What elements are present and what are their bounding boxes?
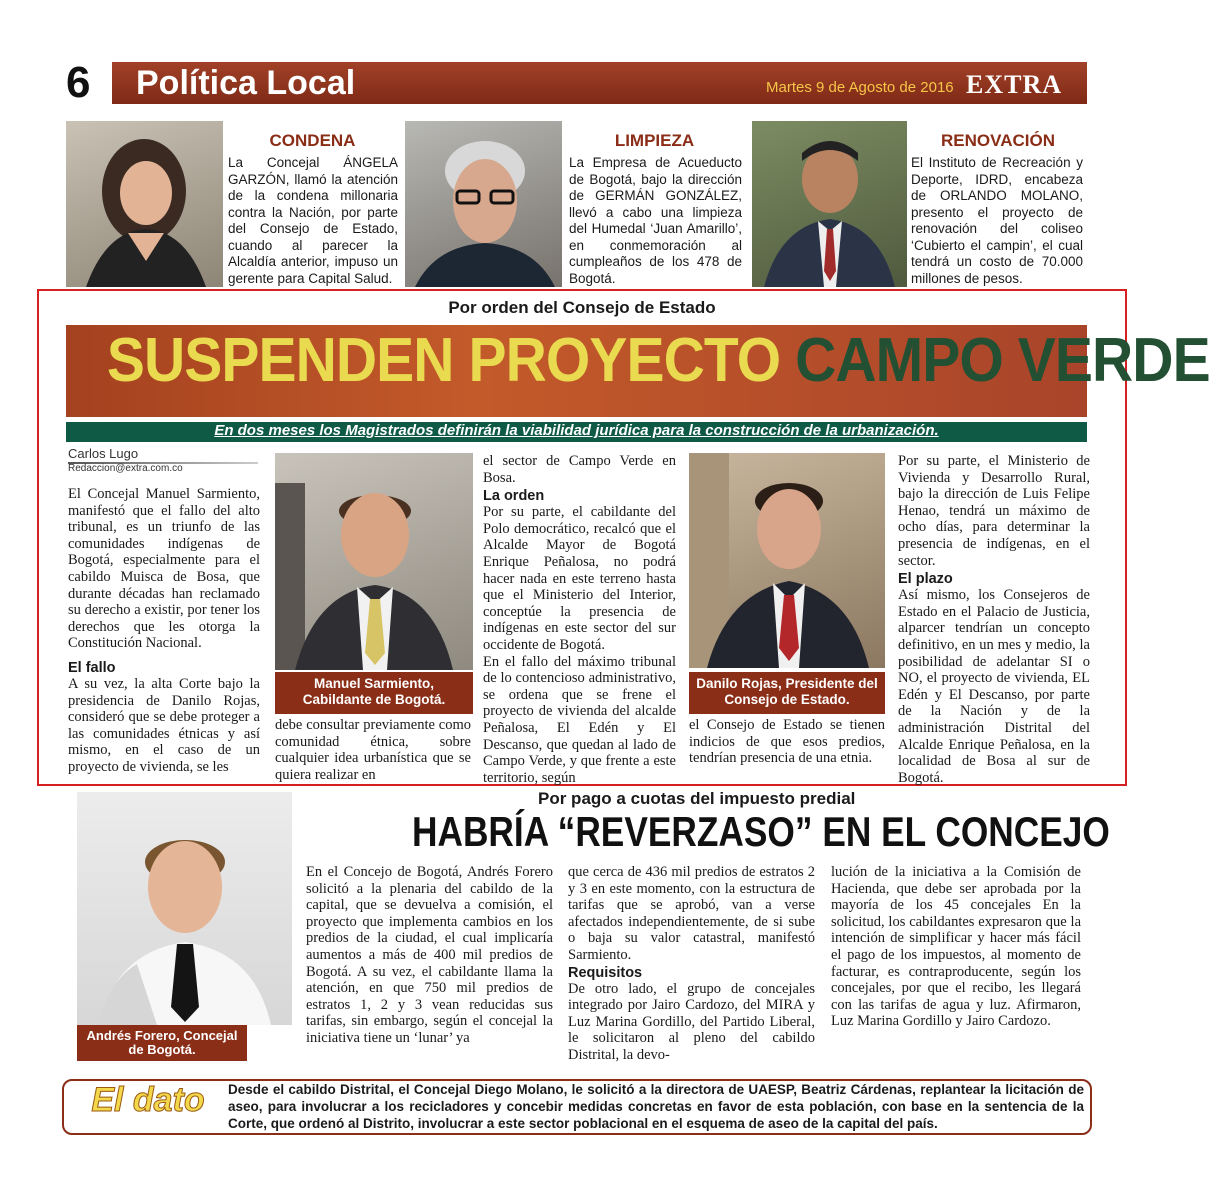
main-story-column-4	[689, 717, 885, 767]
main-story-column-3	[483, 453, 676, 786]
paragraph: De otro lado, el grupo de concejales integrado por Jairo Cardozo, del MIRA y Luz Marina Gordillo, del Partido Liberal, le solicitaron al pleno del cabildo Distrital, la devo-	[568, 980, 815, 1063]
paper-logo: EXTRA	[966, 70, 1063, 99]
section-subtitle: El fallo	[68, 659, 116, 676]
second-story-kicker: Por pago a cuotas del impuesto predial	[538, 789, 856, 808]
photo-caption-forero: Andrés Forero, Concejal de Bogotá.	[77, 1025, 247, 1061]
section-subtitle: La orden	[483, 488, 545, 505]
second-story-headline: HABRÍA “REVERZASO” EN EL CONCEJO	[412, 808, 1110, 855]
photo-caption-rojas: Danilo Rojas, Presidente del Consejo de Estado.	[689, 672, 885, 714]
photo-manuel-sarmiento	[275, 453, 473, 670]
photo-andres-forero	[77, 792, 292, 1025]
paragraph: Por su parte, el cabildante del Polo democrático, recalcó que el Alcalde Mayor de Bogotá Enrique Peñalosa, no podrá hacer nada en este terreno hasta que el Ministerio del Interior, conceptúe la presencia de indígenas en este sector del sur occidente de Bogotá.	[483, 504, 676, 653]
el-dato-label: El dato	[91, 1081, 205, 1119]
author-email: Redaccion@extra.com.co	[68, 463, 183, 474]
photo-orlando-molano	[752, 121, 907, 287]
photo-german-gonzalez	[405, 121, 562, 287]
brief-text-condena: La Concejal ÁNGELA GARZÓN, llamó la atención de la condena millonaria contra la Nación, por parte del Consejo de Estado, cuando al parecer la Alcaldía anterior, impuso un gerente para Capital Salud.	[228, 155, 398, 286]
paragraph: A su vez, la alta Corte bajo la presidencia de Danilo Rojas, consideró que se debe proteger a las comunidades étnicas y así mismo, en el caso de un proyecto de vivienda, se les	[68, 675, 260, 775]
section-title: Política Local	[136, 64, 356, 102]
brief-text-limpieza: La Empresa de Acueducto de Bogotá, bajo la dirección de GERMÁN GONZÁLEZ, llevó a cabo una limpieza del Humedal ‘Juan Amarillo’, en conmemoración al cumpleaños de los 478 de Bogotá.	[569, 155, 742, 286]
paragraph: En el fallo del máximo tribunal de lo contencioso administrativo, se ordena que se frene el proyecto de vivienda del alcalde Peñalosa, El Edén y El Descanso, que quedan al lado de Campo Verde, y que frente a este territorio, según	[483, 653, 676, 786]
section-subtitle: Requisitos	[568, 964, 643, 981]
author-name: Carlos Lugo	[68, 446, 139, 461]
page-number: 6	[66, 58, 91, 107]
headline-part-1: SUSPENDEN PROYECTO	[106, 326, 781, 395]
issue-date: Martes 9 de Agosto de 2016	[766, 79, 954, 96]
photo-caption-sarmiento: Manuel Sarmiento, Cabildante de Bogotá.	[275, 672, 473, 714]
second-story-column-3: lución de la iniciativa a la Comisión de Hacienda, que debe ser aprobada por la mayoría de los 45 concejales En la solicitud, los cabildantes expresaron que la intención de simplificar y hacer más fácil el pago de los impuestos, al momento de facturar, es contraproducente, según los concejales, por que el recibo, les llegará con las tarifas de agua y luz. Afirmaron, Luz Marina Gordillo y Jairo Cardozo.	[831, 864, 1081, 1030]
paragraph: el sector de Campo Verde en Bosa.	[483, 453, 676, 486]
paragraph: Por su parte, el Ministerio de Vivienda y Desarrollo Rural, bajo la dirección de Luis Felipe Henao, tendrá un máximo de ocho días, para determinar la presencia de indígenas, en el sector.	[898, 453, 1090, 569]
main-story-column-1	[68, 486, 260, 776]
paragraph: El Concejal Manuel Sarmiento, manifestó que el fallo del alto tribunal, es un triunfo de las comunidades indígenas de Bogotá, especialmente para el cabildo Muisca de Bosa, que durante décadas han reclamado su derecho a existir, por tener los derechos que les otorga la Constitución Nacional.	[68, 486, 260, 652]
section-subtitle: El plazo	[898, 571, 953, 588]
photo-danilo-rojas	[689, 453, 885, 668]
main-headline	[106, 325, 1210, 417]
paragraph: el Consejo de Estado se tienen indicios de que esos predios, tendrían presencia de una etnia.	[689, 717, 885, 767]
subheadline: En dos meses los Magistrados definirán la viabilidad jurídica para la construcción de la urbanización.	[214, 422, 939, 439]
paragraph: Así mismo, los Consejeros de Estado en el Palacio de Justicia, alparcer tendrían un concepto definitivo, en un mes y medio, la posibilidad de adelantar SI o NO, el proyecto de vivienda, EL Edén y El Descanso, por parte de la Nación y de la administración Distrital del Alcalde Enrique Peñalosa, en la localidad de Bosa al sur de Bogotá.	[898, 587, 1090, 786]
paragraph: que cerca de 436 mil predios de estratos 2 y 3 en este momento, con la estructura de tarifas que se aprobó, van a verse afectados independientemente, de si sube o baja su valor catastral, manifestó Sarmiento.	[568, 864, 815, 963]
brief-title-condena: CONDENA	[269, 131, 356, 150]
main-story-kicker: Por orden del Consejo de Estado	[448, 298, 716, 317]
brief-title-renovacion: RENOVACIÓN	[941, 131, 1055, 150]
main-story-column-2	[275, 717, 471, 783]
paragraph: debe consultar previamente como comunidad étnica, sobre cualquier idea urbanística que se quiera realizar en	[275, 717, 471, 783]
second-story-column-2	[568, 864, 815, 1064]
photo-angela-garzon	[66, 121, 223, 287]
headline-part-2: CAMPO VERDE	[795, 326, 1210, 395]
el-dato-text: Desde el cabildo Distrital, el Concejal Diego Molano, le solicitó a la directora de UAESP, Beatriz Cárdenas, replantear la licitación de aseo, para involucrar a los recicladores y concebir medidas concretas en favor de esta población, con base en la sentencia de la Corte, que ordenó al Distrito, involucrar a este sector poblacional en el esquema de aseo de la capital del país.	[228, 1082, 1084, 1131]
brief-text-renovacion: El Instituto de Recreación y Deporte, IDRD, encabeza de ORLANDO MOLANO, presento el proyecto de renovación del coliseo ‘Cubierto el campin’, el cual tendrá un costo de 70.000 millones de pesos.	[911, 155, 1083, 286]
second-story-column-1: En el Concejo de Bogotá, Andrés Forero solicitó a la plenaria del cabildo de la capital, que se devuelva a comisión, el proyecto que implementa cambios en los predios de la ciudad, el cual implicaría aumentos a más de 400 mil predios de Bogotá. A su vez, el cabildante llama la atención, en que 750 mil predios de estratos 1, 2 y 3 vean reducidas sus tarifas, sin embargo, según el concejal la iniciativa tiene un ‘lunar’ ya	[306, 864, 553, 1046]
brief-title-limpieza: LIMPIEZA	[614, 131, 695, 150]
main-story-column-5	[898, 453, 1090, 786]
